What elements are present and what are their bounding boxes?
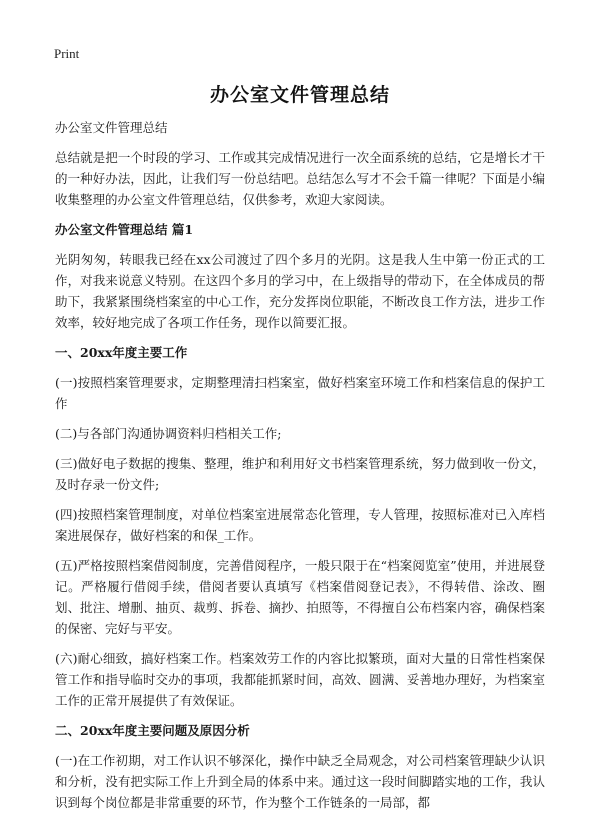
list-item: (一)按照档案管理要求，定期整理清扫档案室，做好档案室环境工作和档案信息的保护工作 — [55, 375, 545, 411]
part1-heading: 一、20xx年度主要工作 — [55, 345, 188, 360]
list-item: (二)与各部门沟通协调资料归档相关工作; — [55, 426, 282, 441]
section-heading: 办公室文件管理总结 篇1 — [55, 222, 194, 237]
page-title: 办公室文件管理总结 — [209, 84, 390, 106]
list-item: (四)按照档案管理制度，对单位档案室进展常态化管理，专人管理，按照标准对已入库档案进展保存，做好档案的和保_工作。 — [55, 507, 545, 543]
list-item: (一)在工作初期，对工作认识不够深化，操作中缺乏全局观念，对公司档案管理缺少认识和分析，没有把实际工作上升到全局的体系中来。通过这一段时间脚踏实地的工作，我认识到每个岗位都是非常重要的环节，作为整个工作链条的一局部，都 — [55, 753, 545, 810]
list-item: (五)严格按照档案借阅制度，完善借阅程序，一般只限于在“档案阅览室”使用，并进展登记。严格履行借阅手续，借阅者要认真填写《档案借阅登记表》，不得转借、涂改、圈划、批注、增删、抽页、裁剪、拆卷、摘抄、拍照等，不得擅自公布档案内容，确保档案的保密、完好与平安。 — [55, 558, 545, 636]
document-subtitle: 办公室文件管理总结 — [55, 120, 168, 135]
document-body — [55, 117, 545, 822]
opening-paragraph: 光阴匆匆，转眼我已经在xx公司渡过了四个多月的光阴。这是我人生中第一份正式的工作，对我来说意义特别。在这四个多月的学习中，在上级指导的带动下，在全体成员的帮助下，我紧紧围绕档案室的中心工作，充分发挥岗位职能，不断改良工作方法，进步工作效率，较好地完成了各项工作任务，现作以简要汇报。 — [55, 252, 545, 330]
list-item: (三)做好电子数据的搜集、整理，维护和利用好文书档案管理系统，努力做到收一份文，及时存录一份文件; — [55, 456, 545, 492]
part2-heading: 二、20xx年度主要问题及原因分析 — [55, 723, 250, 738]
list-item: (六)耐心细致，搞好档案工作。档案效劳工作的内容比拟繁琐，面对大量的日常性档案保管工作和指导临时交办的事项，我都能抓紧时间，高效、圆满、妥善地办理好，为档案室工作的正常开展提供了有效保证。 — [55, 651, 545, 708]
intro-paragraph: 总结就是把一个时段的学习、工作或其完成情况进行一次全面系统的总结，它是增长才干的一种好办法，因此，让我们写一份总结吧。总结怎么写才不会千篇一律呢？下面是小编收集整理的办公室文件管理总结，仅供参考，欢迎大家阅读。 — [55, 150, 545, 207]
print-button[interactable]: Print — [54, 46, 80, 61]
